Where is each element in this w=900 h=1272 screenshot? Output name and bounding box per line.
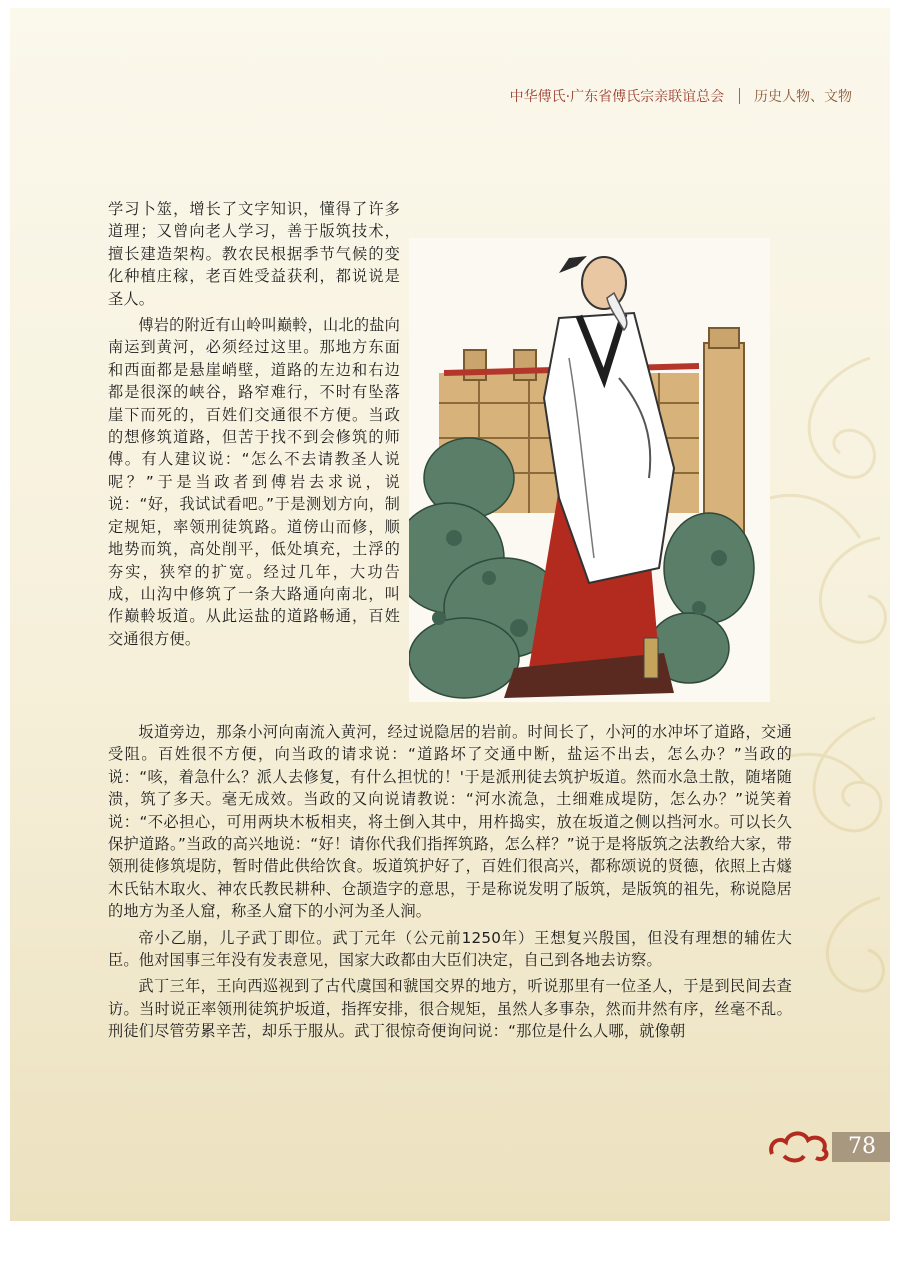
sage-figure-painting-icon (409, 238, 770, 702)
auspicious-cloud-icon (764, 1126, 834, 1168)
paragraph: 学习卜筮，增长了文字知识，懂得了许多道理；又曾向老人学习，善于版筑技术，擅长建造架构。教农民根据季节气候的变化种植庄稼，老百姓受益获利，都说说是圣人。 (108, 200, 400, 308)
header-org: 中华傅氏·广东省傅氏宗亲联谊总会 (509, 89, 725, 105)
header-divider (739, 88, 740, 104)
running-header (510, 86, 852, 106)
page (10, 8, 890, 1221)
paragraph: 坂道旁边，那条小河向南流入黄河，经过说隐居的岩前。时间长了，小河的水冲坏了道路，交通受阻。百姓很不方便，向当政的请求说：“道路坏了交通中断，盐运不出去，怎么办？”当政的说：“咳，着急什么？派人去修复，有什么担忧的！'于是派刑徒去筑护坂道。然而水急土散，随堵随溃，筑了多天。毫无成效。当政的又向说请教说：“河水流急，土细难成堤防，怎么办？”说笑着说：“不必担心，可用两块木板相夹，将土倒入其中，用杵捣实，放在坂道之侧以挡河水。可以长久保护道路。”当政的高兴地说：“好！请你代我们指挥筑路，怎么样？”说于是将版筑之法教给大家，带领刑徒修筑堤防，暂时借此供给饮食。坂道筑护好了，百姓们很高兴，都称颂说的贤德，依照上古燧木氏钻木取火、神农氏教民耕种、仓颉造字的意思，于是称说发明了版筑，是版筑的祖先，称说隐居的地方为圣人窟，称圣人窟下的小河为圣人涧。 (108, 723, 792, 921)
wide-column-text (108, 721, 792, 1043)
paragraph: 帝小乙崩，儿子武丁即位。武丁元年（公元前1250年）王想复兴殷国，但没有理想的辅佐大臣。他对国事三年没有发表意见，国家大政都由大臣们决定，自己到各地去访察。 (108, 928, 792, 970)
header-section: 历史人物、文物 (754, 89, 852, 105)
paragraph: 傅岩的附近有山岭叫巅軨，山北的盐向南运到黄河，必须经过这里。那地方东面和西面都是悬崖峭壁，道路的左边和右边都是很深的峡谷，路窄难行，不时有坠落崖下而死的，百姓们交通很不方便。当政的想修筑道路，但苦于找不到会修筑的师傅。有人建议说：“怎么不去请教圣人说呢？”于是当政者到傅岩去求说，说说：“好，我试试看吧。”于是测划方向，制定规矩，率领刑徒筑路。道傍山而修，顺地势而筑，高处削平，低处填充，土浮的夯实，狭窄的扩宽。经过几年，大功告成，山沟中修筑了一条大路通向南北，叫作巅軨坂道。从此运盐的道路畅通，百姓交通很方便。 (108, 316, 400, 648)
paragraph: 武丁三年，王向西巡视到了古代虞国和虢国交界的地方，听说那里有一位圣人，于是到民间去查访。当时说正率领刑徒筑护坂道，指挥安排，很合规矩，虽然人多事杂，然而井然有序，丝毫不乱。刑徒们尽管劳累辛苦，却乐于服从。武丁很惊奇便询问说：“那位是什么人哪，就像朝 (108, 977, 792, 1041)
page-number: 78 (848, 1134, 876, 1159)
narrow-column-text (108, 198, 400, 650)
